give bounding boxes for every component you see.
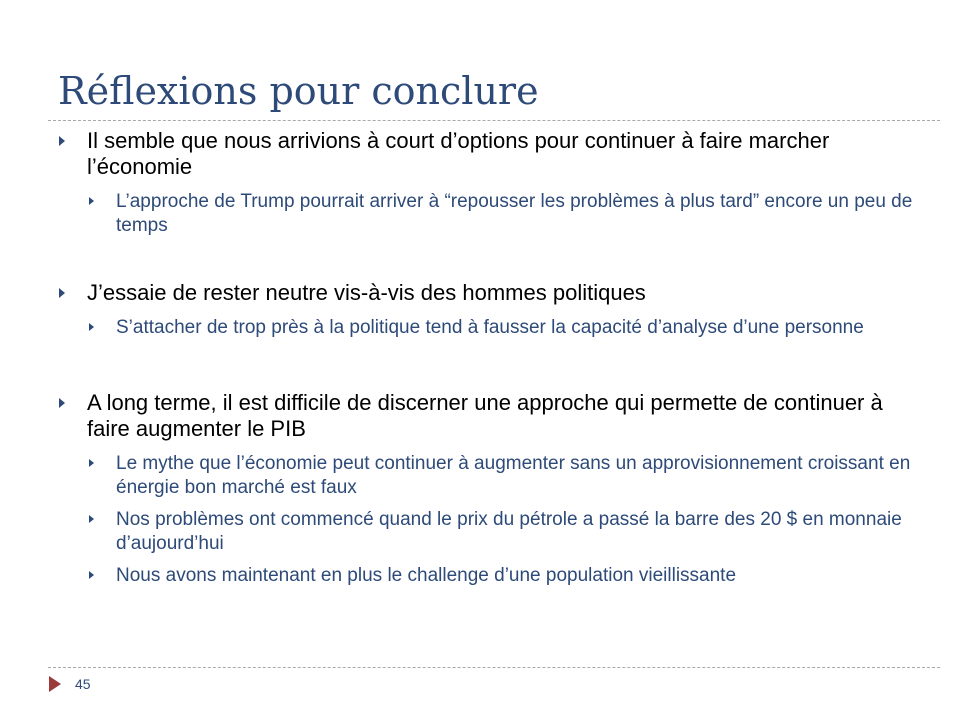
bullet-1-text: Il semble que nous arrivions à court d’options pour continuer à faire marcher l’économie bbox=[87, 128, 830, 179]
sub-bullet-3-3 bbox=[56, 564, 916, 588]
footer-triangle-icon bbox=[49, 676, 61, 692]
slide-content bbox=[56, 128, 916, 596]
bullet-arrow-icon bbox=[59, 136, 65, 146]
bullet-3-text: A long terme, il est difficile de discerner une approche qui permette de continuer à faire augmenter le PIB bbox=[87, 390, 883, 441]
sub-bullet-1-1 bbox=[56, 190, 916, 238]
title-divider bbox=[48, 120, 940, 121]
sub-bullet-3-2 bbox=[56, 508, 916, 556]
bullet-2-sub-list bbox=[56, 316, 916, 340]
bullet-3 bbox=[56, 390, 916, 442]
bullet-3-sub-list bbox=[56, 452, 916, 588]
bullet-2 bbox=[56, 280, 916, 306]
sub-bullet-2-1-text: S’attacher de trop près à la politique tend à fausser la capacité d’analyse d’une personne bbox=[116, 317, 864, 338]
page-number: 45 bbox=[75, 676, 91, 692]
bullet-1-sub-list bbox=[56, 190, 916, 238]
bullet-arrow-icon bbox=[59, 288, 65, 298]
sub-bullet-2-1 bbox=[56, 316, 916, 340]
sub-bullet-arrow-icon bbox=[89, 323, 94, 331]
bullet-arrow-icon bbox=[59, 398, 65, 408]
sub-bullet-3-3-text: Nous avons maintenant en plus le challenge d’une population vieillissante bbox=[116, 565, 737, 586]
bullet-2-text: J’essaie de rester neutre vis-à-vis des hommes politiques bbox=[87, 280, 646, 305]
slide-title: Réflexions pour conclure bbox=[58, 69, 539, 113]
sub-bullet-1-1-text: L’approche de Trump pourrait arriver à “repousser les problèmes à plus tard” encore un peu de temps bbox=[116, 191, 913, 236]
sub-bullet-arrow-icon bbox=[89, 515, 94, 523]
sub-bullet-arrow-icon bbox=[89, 197, 94, 205]
sub-bullet-3-1 bbox=[56, 452, 916, 500]
sub-bullet-arrow-icon bbox=[89, 459, 94, 467]
footer-divider bbox=[48, 667, 940, 668]
sub-bullet-3-2-text: Nos problèmes ont commencé quand le prix du pétrole a passé la barre des 20 $ en monnaie d’aujourd’hui bbox=[116, 509, 902, 554]
sub-bullet-3-1-text: Le mythe que l’économie peut continuer à augmenter sans un approvisionnement croissant en énergie bon marché est faux bbox=[116, 453, 911, 498]
bullet-1 bbox=[56, 128, 916, 180]
sub-bullet-arrow-icon bbox=[89, 571, 94, 579]
